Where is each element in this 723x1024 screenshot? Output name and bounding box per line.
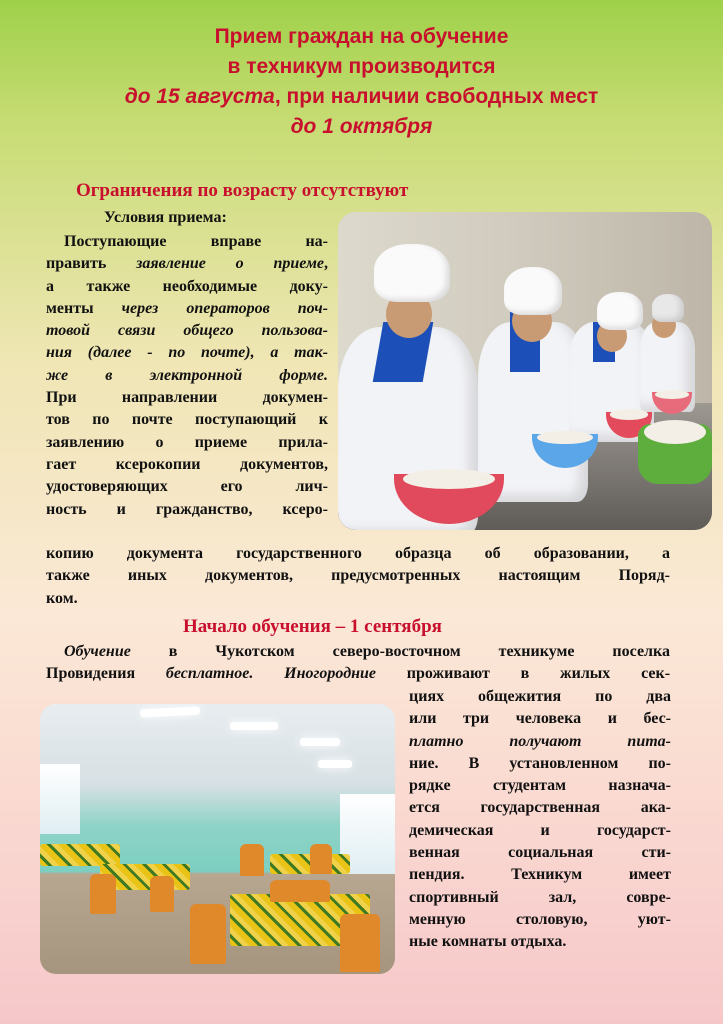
age-heading: Ограничения по возрасту отсутствуют [76, 180, 409, 201]
s1-wide-0: копию документа государственного образца об образовании, а [46, 545, 670, 562]
section2-wide-text [46, 641, 670, 686]
headline-line-1: Прием граждан на обучение [214, 25, 509, 48]
s2-line-3: ние. В установленном по- [409, 754, 671, 772]
s1-line-2: а также необходимые доку- [46, 277, 328, 295]
section1-narrow-text [46, 231, 328, 521]
s2-line-11: ные комнаты отдыха. [409, 933, 567, 951]
s1-line-11: удостоверяющих его лич- [46, 478, 328, 496]
s2-line-1: или три человека и бес- [409, 710, 671, 728]
conditions-subheading: Условия приема: [104, 209, 227, 226]
s1-line-12: ность и гражданство, ксеро- [46, 500, 328, 518]
s1-wide-2: ком. [46, 589, 78, 607]
s2-line-8: пендия. Техникум имеет [409, 866, 671, 884]
start-heading: Начало обучения – 1 сентября [183, 616, 442, 637]
canteen-photo [40, 704, 395, 974]
section1-wide-text [46, 543, 670, 610]
s1-line-8: тов по почте поступающий к [46, 411, 328, 429]
s1-wide-1: также иных документов, предусмотренных настоящим Поряд- [46, 567, 670, 585]
s1-line-5: ния (далее - по почте), а так- [46, 344, 328, 362]
s2-wide-0: Обучение в Чукотском северо-восточном техникуме поселка [64, 643, 670, 660]
s1-line-0: Поступающие вправе на- [64, 233, 328, 250]
headline-line-4: до 1 октября [290, 115, 433, 138]
s2-line-0: циях общежития по два [409, 688, 671, 705]
s2-line-7: венная социальная сти- [409, 844, 671, 862]
s2-line-6: демическая и государст- [409, 821, 671, 839]
s2-wide-1: Провидения бесплатное. Иногородние проживают в жилых сек- [46, 665, 671, 683]
s1-line-10: гает ксерокопии документов, [46, 455, 328, 473]
s2-line-2: платно получают пита- [409, 732, 671, 750]
headline-line-3 [30, 82, 693, 112]
s1-line-6: же в электронной форме. [46, 366, 328, 384]
s1-line-4: товой связи общего пользова- [46, 322, 328, 340]
headline-line-2: в техникум производится [227, 55, 496, 78]
section2-narrow-text [409, 686, 671, 954]
deadline-date: до 15 августа [124, 85, 275, 108]
kitchen-photo [338, 212, 712, 530]
s1-line-3: менты через операторов поч- [46, 299, 328, 317]
s2-line-4: рядке студентам назнача- [409, 777, 671, 795]
s2-line-5: ется государственная ака- [409, 799, 671, 817]
s1-line-9: заявлению о приеме прила- [46, 433, 328, 451]
headline [30, 22, 693, 142]
s2-line-10: менную столовую, уют- [409, 910, 671, 928]
headline-line-3-rest: , при наличии свободных мест [274, 85, 599, 108]
s1-line-7: При направлении докумен- [46, 389, 328, 407]
s1-line-1: править заявление о приеме, [46, 255, 329, 273]
s2-line-9: спортивный зал, совре- [409, 888, 671, 906]
